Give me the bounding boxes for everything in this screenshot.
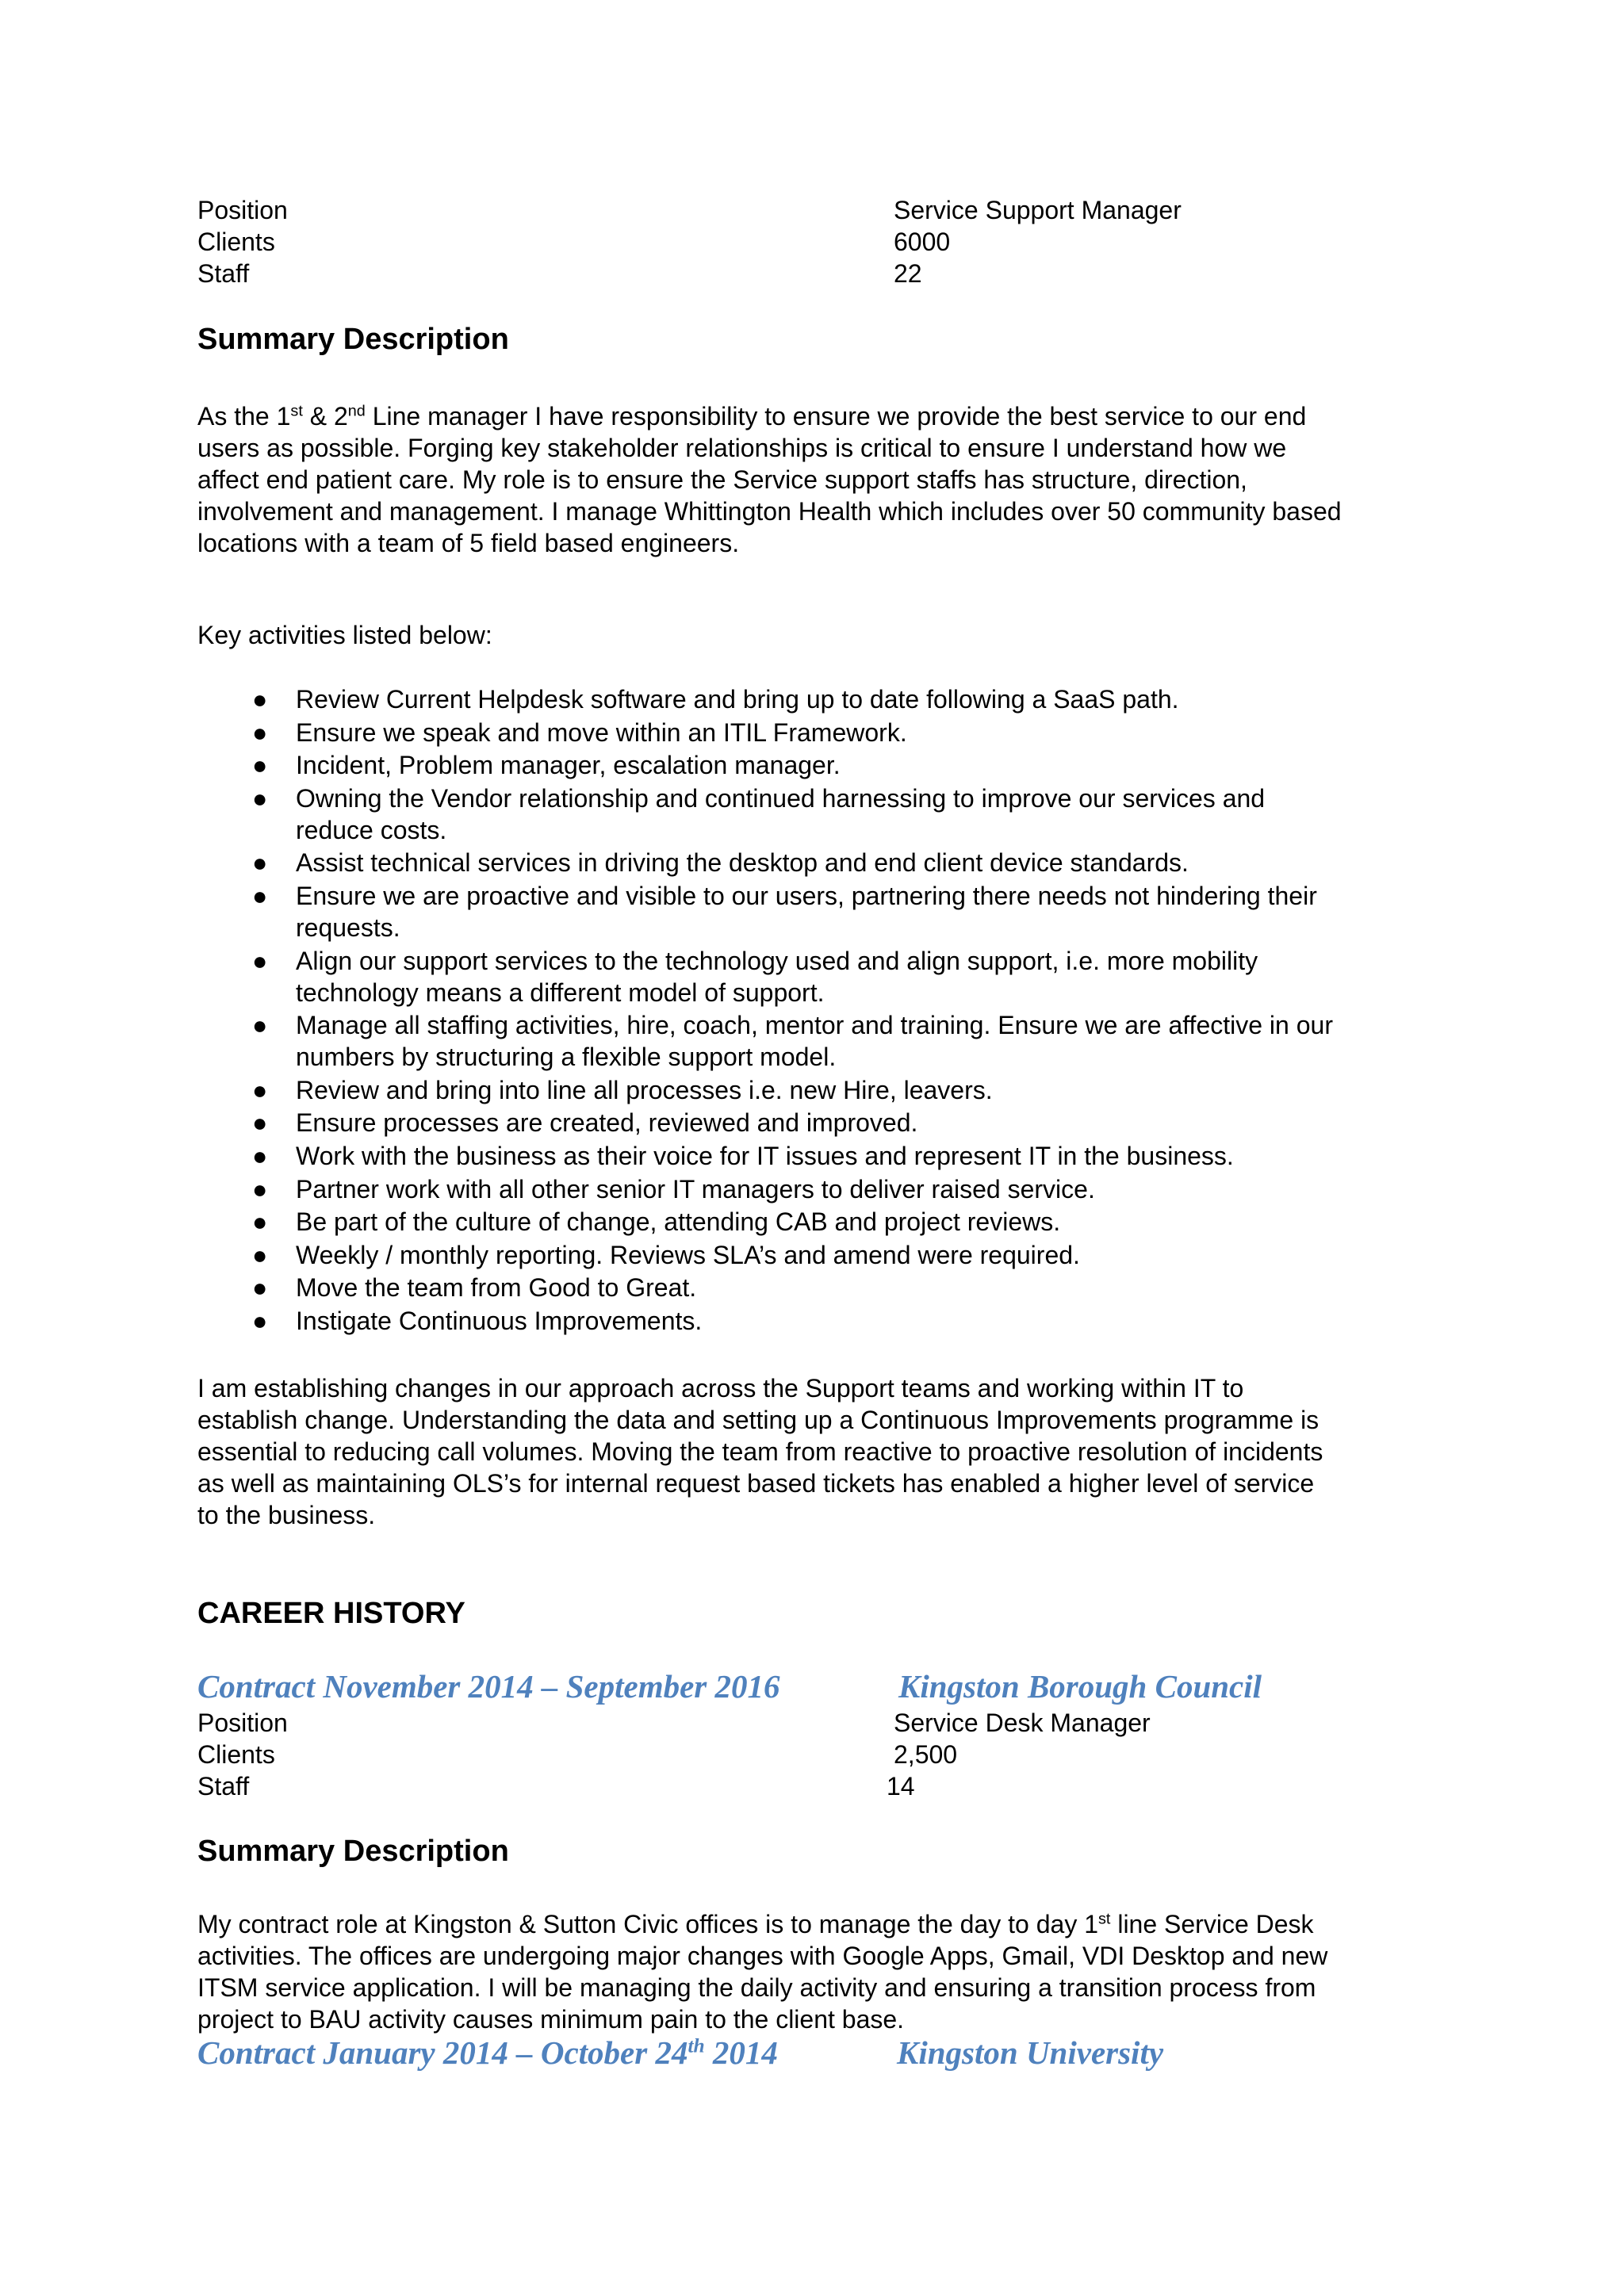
text-run: Contract January 2014 – October 24	[197, 2034, 688, 2071]
bullet-icon: ●	[252, 1240, 268, 1269]
list-item-text: Weekly / monthly reporting. Reviews SLA’s and amend were required.	[296, 1240, 1080, 1269]
list-item	[197, 1074, 1434, 1106]
list-item	[197, 1173, 1434, 1205]
job1-description-line: project to BAU activity causes minimum pain to the client base.	[197, 2005, 905, 2034]
bullet-icon: ●	[252, 1075, 268, 1104]
job1-description-line: activities. The offices are undergoing major changes with Google Apps, Gmail, VDI Desktop and new	[197, 1942, 1328, 1970]
list-item	[197, 749, 1434, 781]
list-item-text: Instigate Continuous Improvements.	[296, 1306, 703, 1335]
text-run: As the 1	[197, 402, 291, 430]
position-label: Position	[197, 196, 288, 224]
list-item-text: Be part of the culture of change, attending CAB and project reviews.	[296, 1207, 1061, 1237]
list-item	[197, 1272, 1434, 1303]
superscript: th	[688, 2034, 705, 2057]
job1-position-label: Position	[197, 1709, 288, 1737]
bullet-icon: ●	[252, 685, 268, 714]
superscript: nd	[347, 402, 366, 420]
closing-line: essential to reducing call volumes. Moving the team from reactive to proactive resolution of incidents	[197, 1437, 1323, 1466]
summary-line: affect end patient care. My role is to ensure the Service support staffs has structure, direction,	[197, 465, 1247, 494]
list-item-text: Ensure we speak and move within an ITIL Framework.	[296, 718, 907, 747]
summary-line	[197, 400, 1434, 432]
list-item	[197, 880, 1434, 943]
bullet-icon: ●	[252, 751, 268, 780]
list-item	[197, 1206, 1434, 1238]
text-run: & 2	[302, 402, 348, 430]
closing-line: to the business.	[197, 1501, 376, 1529]
list-item	[197, 783, 1434, 846]
list-item-text: technology means a different model of support.	[296, 978, 825, 1007]
job1-staff-label: Staff	[197, 1772, 250, 1800]
list-item-text: Incident, Problem manager, escalation manager.	[296, 751, 841, 780]
staff-label: Staff	[197, 259, 250, 288]
bullet-icon: ●	[252, 881, 268, 910]
list-item	[197, 683, 1434, 715]
text-run: My contract role at Kingston & Sutton Civic offices is to manage the day to day 1	[197, 1910, 1098, 1938]
summary-line: users as possible. Forging key stakeholder relationships is critical to ensure I understand how we	[197, 434, 1287, 462]
job1-description-line: ITSM service application. I will be managing the daily activity and ensuring a transition process from	[197, 1973, 1316, 2002]
list-item-text: numbers by structuring a flexible support model.	[296, 1043, 837, 1072]
bullet-icon: ●	[252, 718, 268, 747]
job1-clients-value: 2,500	[894, 1740, 958, 1769]
job1-staff-value: 14	[887, 1772, 915, 1800]
list-item	[197, 1305, 1434, 1337]
closing-line: establish change. Understanding the data and setting up a Continuous Improvements programme is	[197, 1406, 1320, 1434]
bullet-icon: ●	[252, 1141, 268, 1170]
job1-description-line	[197, 1908, 1434, 1940]
text-run: line Service Desk	[1110, 1910, 1314, 1938]
list-item-text: Review and bring into line all processes i.e. new Hire, leavers.	[296, 1075, 993, 1104]
bullet-icon: ●	[252, 1306, 268, 1335]
position-value: Service Support Manager	[894, 196, 1182, 224]
summary-paragraph	[197, 400, 1434, 559]
job2-contract-dates	[197, 2034, 778, 2072]
superscript: st	[1098, 1910, 1111, 1928]
job1-employer: Kingston Borough Council	[898, 1668, 1262, 1705]
summary-line: involvement and management. I manage Whittington Health which includes over 50 community based	[197, 497, 1342, 526]
bullet-icon: ●	[252, 1273, 268, 1303]
bullet-icon: ●	[252, 1207, 268, 1237]
list-item-text: Work with the business as their voice for IT issues and represent IT in the business.	[296, 1141, 1234, 1170]
bullet-icon: ●	[252, 946, 268, 975]
list-item	[197, 1239, 1434, 1271]
list-item-text: Partner work with all other senior IT managers to deliver raised service.	[296, 1174, 1095, 1203]
job1-position-value: Service Desk Manager	[894, 1709, 1151, 1737]
list-item	[197, 1140, 1434, 1172]
career-history-heading: CAREER HISTORY	[197, 1597, 465, 1630]
key-activities-label: Key activities listed below:	[197, 621, 492, 649]
clients-label: Clients	[197, 228, 275, 256]
clients-value: 6000	[894, 228, 951, 256]
list-item-text: Move the team from Good to Great.	[296, 1273, 697, 1303]
list-item	[197, 1009, 1434, 1073]
list-item	[197, 1107, 1434, 1138]
list-item	[197, 945, 1434, 1008]
bullet-icon: ●	[252, 783, 268, 813]
list-item-text: Assist technical services in driving the desktop and end client device standards.	[296, 848, 1189, 878]
text-run: 2014	[704, 2034, 778, 2071]
list-item-text: Review Current Helpdesk software and bring up to date following a SaaS path.	[296, 685, 1179, 714]
job1-contract-dates: Contract November 2014 – September 2016	[197, 1668, 780, 1705]
list-item-text: Ensure processes are created, reviewed and improved.	[296, 1108, 918, 1138]
bullet-icon: ●	[252, 1011, 268, 1040]
summary-heading: Summary Description	[197, 323, 509, 356]
staff-value: 22	[894, 259, 922, 288]
list-item-text: Ensure we are proactive and visible to our users, partnering there needs not hindering their	[296, 881, 1317, 910]
text-run: Line manager I have responsibility to ensure we provide the best service to our end	[365, 402, 1307, 430]
list-item-text: Manage all staffing activities, hire, coach, mentor and training. Ensure we are affective in our	[296, 1011, 1333, 1040]
closing-line: as well as maintaining OLS’s for internal request based tickets has enabled a higher level of service	[197, 1469, 1315, 1498]
list-item	[197, 717, 1434, 748]
list-item	[197, 847, 1434, 878]
bullet-icon: ●	[252, 1174, 268, 1203]
list-item-text: reduce costs.	[296, 815, 447, 844]
closing-line: I am establishing changes in our approach across the Support teams and working within IT to	[197, 1374, 1244, 1402]
bullet-icon: ●	[252, 1108, 268, 1138]
closing-paragraph	[197, 1372, 1434, 1531]
superscript: st	[290, 402, 303, 420]
job1-clients-label: Clients	[197, 1740, 275, 1769]
job2-employer: Kingston University	[897, 2034, 1164, 2071]
list-item-text: Owning the Vendor relationship and continued harnessing to improve our services and	[296, 783, 1266, 813]
job1-summary-heading: Summary Description	[197, 1835, 509, 1868]
job1-description	[197, 1908, 1434, 2035]
summary-line: locations with a team of 5 field based engineers.	[197, 529, 740, 557]
list-item-text: Align our support services to the technology used and align support, i.e. more mobility	[296, 946, 1258, 975]
list-item-text: requests.	[296, 913, 400, 942]
key-activities-list	[197, 683, 1434, 1338]
bullet-icon: ●	[252, 848, 268, 878]
